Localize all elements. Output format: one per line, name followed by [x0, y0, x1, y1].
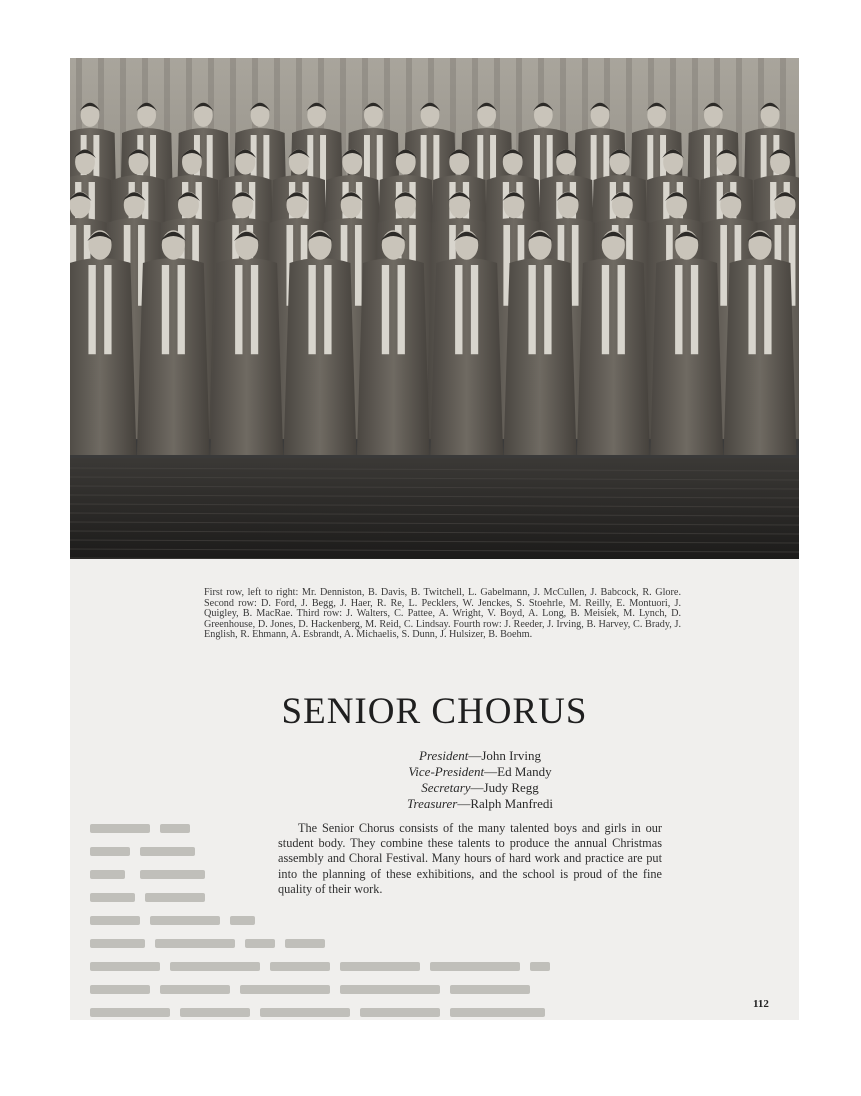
page-title: SENIOR CHORUS	[281, 691, 588, 732]
officer-treasurer: Treasurer—Ralph Manfredi	[407, 796, 553, 811]
choir-member	[284, 230, 357, 455]
officer-vice-president: Vice-President—Ed Mandy	[408, 764, 552, 779]
photo-caption: First row, left to right: Mr. Denniston, B. Davis, B. Twitchell, L. Gabelmann, J. McCullen, J. Babcock, R. Glore. Second row: D. Ford, J. Begg, J. Haer, R. Re, L. Pecklers, W. Jenckes, S. Stoehrle, M. Reilly, E. Montuori, J. Quigley, B. MacRae. Third row: J. Walters, C. Pattee, A. Wright, V. Boyd, A. Long, B. Meisiek, M. Lynch, D. Greenhouse, D. Jones, D. Hackenberg, M. Reid, C. Lindsay. Fourth row: J. Reeder, J. Irving, B. Harvey, C. Brady, J. English, R. Ehmann, A. Esbrandt, A. Michaelis, S. Dunn, J. Hulsizer, B. Boehm.	[204, 587, 681, 641]
choir-member	[70, 230, 136, 455]
chorus-photo	[70, 58, 799, 559]
officer-secretary: Secretary—Judy Regg	[421, 780, 539, 795]
chorus-description: The Senior Chorus consists of the many talented boys and girls in our student body. They combine these talents to produce the annual Christmas assembly and Choral Festival. Many hours of hard work and practice are put into the planning of these exhibitions, and the school is proud of the fine quality of their work.	[278, 821, 662, 896]
choir-member	[504, 230, 577, 455]
page-number: 112	[753, 998, 769, 1010]
bleed-through-text	[90, 816, 550, 1024]
choir-member	[210, 230, 283, 455]
choir-member	[577, 230, 650, 455]
choir-member	[357, 230, 430, 455]
choir-member	[724, 230, 797, 455]
choir-member	[430, 230, 503, 455]
officer-president: President—John Irving	[419, 748, 541, 763]
group-photograph	[70, 58, 799, 559]
choir-member	[137, 230, 210, 455]
officers-list	[330, 748, 630, 812]
yearbook-page	[70, 58, 799, 1020]
choir-member	[650, 230, 723, 455]
